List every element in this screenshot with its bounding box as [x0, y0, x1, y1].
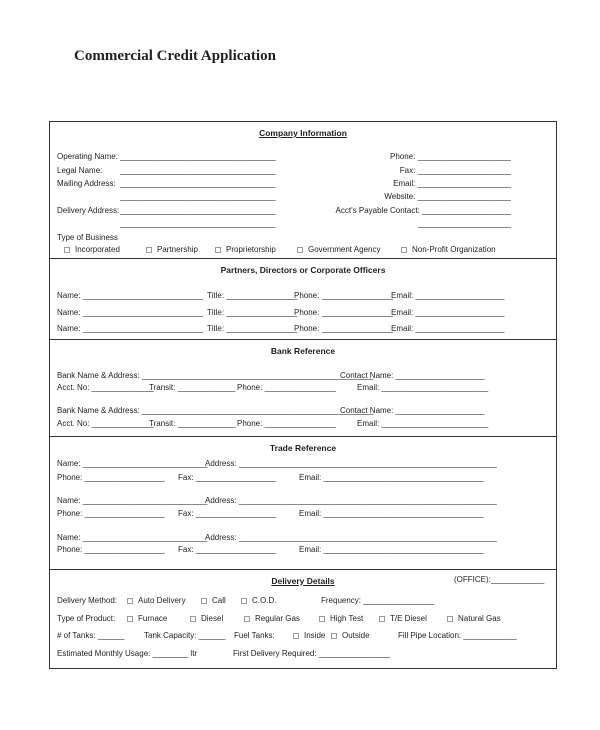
accts-payable-input-2[interactable]: _____________________ [417, 219, 511, 228]
checkbox-icon [379, 616, 385, 622]
partner-name-field[interactable]: Name: ___________________________ [57, 324, 203, 333]
option-call[interactable]: Call [201, 596, 226, 606]
option-diesel[interactable]: Diesel [190, 614, 223, 624]
checkbox-icon [331, 633, 337, 639]
partner-phone-field[interactable]: Phone: ________________ [294, 291, 393, 300]
trade-fax-field[interactable]: Fax: __________________ [178, 473, 276, 482]
legal-name-input[interactable]: ___________________________________ [120, 166, 276, 175]
bank-transit-field[interactable]: Transit: _____________ [149, 419, 236, 428]
section-heading: Company Information [259, 128, 347, 138]
checkbox-icon [215, 247, 221, 253]
trade-reference-section [49, 436, 557, 570]
bank-name-field[interactable]: Bank Name & Address: ____________________________________________________ [57, 371, 374, 380]
trade-phone-field[interactable]: Phone: __________________ [57, 545, 165, 554]
checkbox-icon [319, 616, 325, 622]
trade-name-field[interactable]: Name: ____________________________ [57, 459, 208, 468]
partner-email-field[interactable]: Email: ____________________ [391, 291, 505, 300]
checkbox-icon [146, 247, 152, 253]
trade-name-field[interactable]: Name: ____________________________ [57, 533, 208, 542]
office-field[interactable]: (OFFICE):____________ [454, 575, 545, 584]
partner-name-field[interactable]: Name: ___________________________ [57, 308, 203, 317]
bank-phone-field[interactable]: Phone: ________________ [237, 419, 336, 428]
delivery-address-input[interactable]: ___________________________________ [120, 206, 276, 215]
partner-title-field[interactable]: Title: ________________ [207, 324, 298, 333]
trade-phone-field[interactable]: Phone: __________________ [57, 509, 165, 518]
delivery-address-input-2[interactable]: ___________________________________ [120, 219, 276, 228]
option-high-test[interactable]: High Test [319, 614, 363, 624]
partner-name-field[interactable]: Name: ___________________________ [57, 291, 203, 300]
option-inside[interactable]: Inside [293, 631, 325, 641]
first-delivery-field[interactable]: First Delivery Required: ________________ [233, 649, 390, 658]
trade-address-field[interactable]: Address: __________________________________________________________ [205, 533, 497, 542]
trade-address-field[interactable]: Address: __________________________________________________________ [205, 496, 497, 505]
email-field[interactable]: Email: _____________________ [393, 179, 511, 188]
website-field[interactable]: Website: _____________________ [384, 192, 511, 201]
type-of-business-label: Type of Business [57, 233, 118, 242]
bank-acct-field[interactable]: Acct. No: ______________ [57, 419, 154, 428]
checkbox-icon [127, 616, 133, 622]
tank-capacity-field[interactable]: Tank Capacity: ______ [144, 631, 226, 640]
checkbox-icon [190, 616, 196, 622]
section-heading: Bank Reference [270, 346, 336, 356]
partner-email-field[interactable]: Email: ____________________ [391, 324, 505, 333]
bank-transit-field[interactable]: Transit: _____________ [149, 383, 236, 392]
option-proprietorship[interactable]: Proprietorship [215, 245, 276, 255]
mailing-address-input[interactable]: ___________________________________ [120, 179, 276, 188]
checkbox-icon [401, 247, 407, 253]
checkbox-icon [297, 247, 303, 253]
delivery-details-section [49, 569, 557, 669]
checkbox-icon [64, 247, 70, 253]
operating-name-field[interactable]: Operating Name: ___________________________________ [57, 152, 276, 161]
checkbox-icon [447, 616, 453, 622]
partner-phone-field[interactable]: Phone: ________________ [294, 324, 393, 333]
option-non-profit[interactable]: Non-Profit Organization [401, 245, 496, 255]
bank-acct-field[interactable]: Acct. No: ______________ [57, 383, 154, 392]
option-incorporated[interactable]: Incorporated [64, 245, 120, 255]
mailing-address-input-2[interactable]: ___________________________________ [120, 192, 276, 201]
bank-name-field[interactable]: Bank Name & Address: ____________________________________________________ [57, 406, 374, 415]
option-natural-gas[interactable]: Natural Gas [447, 614, 501, 624]
option-outside[interactable]: Outside [331, 631, 370, 641]
monthly-usage-field[interactable]: Estimated Monthly Usage: ________ ltr [57, 649, 198, 658]
fax-field[interactable]: Fax: _____________________ [399, 166, 511, 175]
partner-phone-field[interactable]: Phone: ________________ [294, 308, 393, 317]
option-auto-delivery[interactable]: Auto Delivery [127, 596, 186, 606]
bank-contact-field[interactable]: Contact Name: ____________________ [340, 406, 485, 415]
fill-pipe-location-field[interactable]: Fill Pipe Location: ____________ [398, 631, 517, 640]
option-government-agency[interactable]: Government Agency [297, 245, 380, 255]
section-heading: Delivery Details [271, 576, 335, 586]
checkbox-icon [293, 633, 299, 639]
trade-fax-field[interactable]: Fax: __________________ [178, 545, 276, 554]
trade-email-field[interactable]: Email: ____________________________________ [299, 509, 484, 518]
checkbox-icon [244, 616, 250, 622]
checkbox-icon [127, 598, 133, 604]
company-information-section [49, 121, 557, 259]
bank-contact-field[interactable]: Contact Name: ____________________ [340, 371, 485, 380]
trade-email-field[interactable]: Email: ____________________________________ [299, 545, 484, 554]
phone-field[interactable]: Phone: _____________________ [389, 152, 511, 161]
num-tanks-field[interactable]: # of Tanks: ______ [57, 631, 125, 640]
trade-address-field[interactable]: Address: __________________________________________________________ [205, 459, 497, 468]
partner-title-field[interactable]: Title: ________________ [207, 308, 298, 317]
partner-email-field[interactable]: Email: ____________________ [391, 308, 505, 317]
bank-reference-section [49, 339, 557, 437]
option-partnership[interactable]: Partnership [146, 245, 198, 255]
trade-phone-field[interactable]: Phone: __________________ [57, 473, 165, 482]
page-title: Commercial Credit Application [74, 48, 276, 64]
accts-payable-field[interactable]: Acct's Payable Contact: ____________________ [335, 206, 511, 215]
option-cod[interactable]: C.O.D. [241, 596, 276, 606]
option-te-diesel[interactable]: T/E Diesel [379, 614, 427, 624]
product-type-label: Type of Product: [57, 614, 116, 623]
section-heading: Partners, Directors or Corporate Officers [220, 265, 386, 275]
delivery-method-label: Delivery Method: [57, 596, 118, 605]
checkbox-icon [241, 598, 247, 604]
bank-phone-field[interactable]: Phone: ________________ [237, 383, 336, 392]
bank-email-field[interactable]: Email: ________________________ [357, 383, 489, 392]
delivery-address-label: Delivery Address: [57, 206, 120, 215]
legal-name-label: Legal Name: [57, 166, 103, 175]
option-regular-gas[interactable]: Regular Gas [244, 614, 300, 624]
frequency-field[interactable]: Frequency: ________________ [321, 596, 435, 605]
trade-email-field[interactable]: Email: ____________________________________ [299, 473, 484, 482]
partners-section [49, 258, 557, 340]
trade-name-field[interactable]: Name: ____________________________ [57, 496, 208, 505]
mailing-address-label: Mailing Address: [57, 179, 116, 188]
section-heading: Trade Reference [269, 443, 337, 453]
checkbox-icon [201, 598, 207, 604]
option-furnace[interactable]: Furnace [127, 614, 167, 624]
trade-fax-field[interactable]: Fax: __________________ [178, 509, 276, 518]
fuel-tanks-label: Fuel Tanks: [234, 631, 275, 640]
bank-email-field[interactable]: Email: ________________________ [357, 419, 489, 428]
partner-title-field[interactable]: Title: ________________ [207, 291, 298, 300]
